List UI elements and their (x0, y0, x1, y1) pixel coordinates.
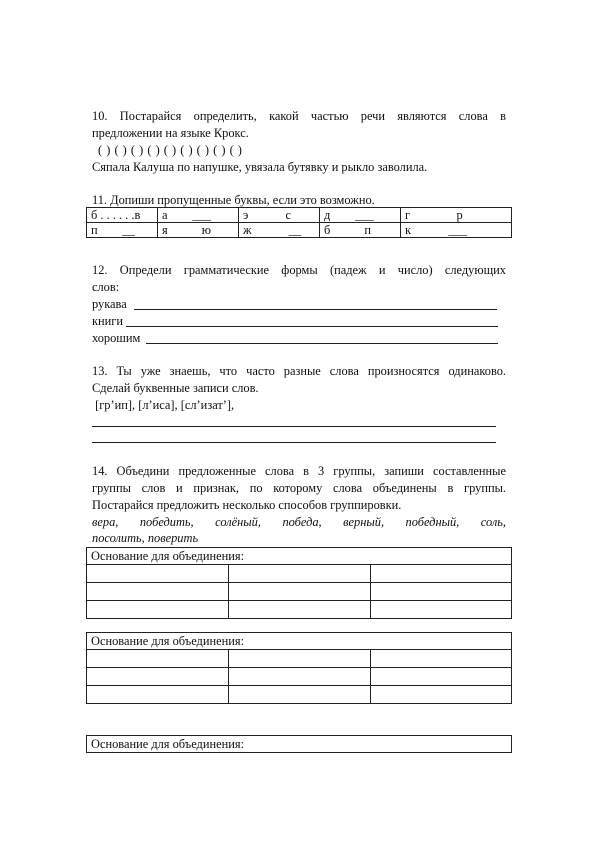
task14-words-cont: посолить, поверить (92, 531, 199, 545)
table-cell[interactable]: а ___ (158, 208, 239, 223)
word-label: хорошим (92, 331, 141, 345)
grouping-table (86, 547, 512, 619)
table-cell[interactable] (229, 668, 371, 686)
task13-line3: [гр’ип], [л’иса], [сл’изат’], (92, 398, 235, 412)
table-row (87, 208, 512, 223)
grouping-header: Основание для объединения: (87, 548, 512, 565)
table-cell[interactable]: э с (239, 208, 320, 223)
table-cell[interactable] (87, 650, 229, 668)
table-cell[interactable] (87, 686, 229, 704)
table-cell[interactable] (371, 650, 512, 668)
task14-line1: 14. Объедини предложенные слова в 3 группы, запиши составленные (92, 464, 506, 478)
grouping-header: Основание для объединения: (87, 633, 512, 650)
table-cell[interactable] (371, 601, 512, 619)
table-row (87, 548, 512, 565)
answer-line[interactable] (92, 442, 496, 443)
table-row (87, 668, 512, 686)
grouping-table (86, 632, 512, 704)
table-cell[interactable] (87, 565, 229, 583)
task10-brackets: ( ) ( ) ( ) ( ) ( ) ( ) ( ) ( ) ( ) (98, 143, 242, 157)
word-label: рукава (92, 297, 127, 311)
table-cell[interactable]: б . . . . . .в (87, 208, 158, 223)
task10-sentence: Сяпала Калуша по напушке, увязала бутявку и рыкло заволила. (92, 160, 428, 174)
table-cell[interactable] (229, 686, 371, 704)
task12-line2: слов: (92, 280, 120, 294)
task13-line1: 13. Ты уже знаешь, что часто разные слова произносятся одинаково. (92, 364, 506, 378)
table-cell[interactable]: п __ (87, 223, 158, 238)
table-cell[interactable] (229, 583, 371, 601)
table-row (87, 223, 512, 238)
table-row (87, 583, 512, 601)
table-cell[interactable] (87, 668, 229, 686)
table-cell[interactable]: д ___ (320, 208, 401, 223)
task10-line2: предложении на языке Крокс. (92, 126, 249, 140)
table-cell[interactable] (229, 601, 371, 619)
table-row (87, 686, 512, 704)
table-cell[interactable] (87, 601, 229, 619)
table-cell[interactable]: б п (320, 223, 401, 238)
table-row (87, 565, 512, 583)
table-row (87, 633, 512, 650)
table-cell[interactable] (371, 668, 512, 686)
table-row (87, 650, 512, 668)
table-cell[interactable]: я ю (158, 223, 239, 238)
word-label: книги (92, 314, 123, 328)
task14-line2: группы слов и признак, по которому слова объединены в группы. (92, 481, 506, 495)
task11-title: 11. Допиши пропущенные буквы, если это возможно. (92, 193, 375, 207)
table-cell[interactable] (87, 583, 229, 601)
table-cell[interactable]: к ___ (401, 223, 512, 238)
table-cell[interactable] (229, 565, 371, 583)
table-cell[interactable]: ж __ (239, 223, 320, 238)
answer-line[interactable] (126, 326, 498, 327)
table-cell[interactable]: г р (401, 208, 512, 223)
task14-words: вера, победить, солёный, победа, верный, победный, соль, (92, 515, 506, 529)
answer-line[interactable] (146, 343, 498, 344)
table-cell[interactable] (371, 686, 512, 704)
answer-line[interactable] (92, 426, 496, 427)
task13-line2: Сделай буквенные записи слов. (92, 381, 259, 395)
task12-line1: 12. Определи грамматические формы (падеж и число) следующих (92, 263, 506, 277)
task10-line1: 10. Постарайся определить, какой частью речи являются слова в (92, 109, 506, 123)
letters-table (86, 207, 512, 238)
table-cell[interactable] (229, 650, 371, 668)
grouping-header: Основание для объединения: (87, 736, 512, 753)
table-row (87, 601, 512, 619)
table-cell[interactable] (371, 583, 512, 601)
answer-line[interactable] (134, 309, 497, 310)
table-row (87, 736, 512, 753)
task14-line3: Постарайся предложить несколько способов группировки. (92, 498, 402, 512)
table-cell[interactable] (371, 565, 512, 583)
grouping-table (86, 735, 512, 753)
